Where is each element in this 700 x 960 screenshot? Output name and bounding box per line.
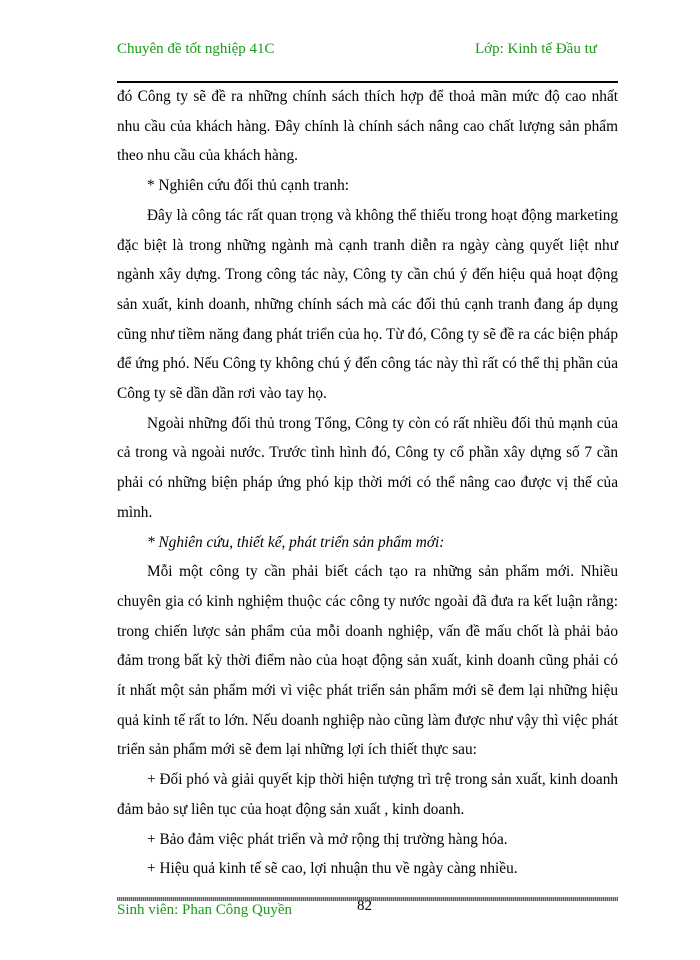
benefit-item-1: + Đối phó và giải quyết kịp thời hiện tượng trì trệ trong sản xuất, kinh doanh đảm bảo sự liên tục của hoạt động sản xuất , kinh doanh. bbox=[117, 771, 618, 818]
header-course-title: Chuyên đề tốt nghiệp 41C bbox=[117, 41, 275, 57]
paragraph-domestic-foreign: Ngoài những đối thủ trong Tổng, Công ty còn có rất nhiều đối thủ mạnh của cả trong và ngoài nước. Trước tình hình đó, Công ty cổ phần xây dựng số 7 cần phải có những biện pháp ứng phó kịp thời mới có thể nâng cao được vị thế của mình. bbox=[117, 414, 618, 521]
page-header bbox=[117, 40, 617, 80]
benefit-item-3: + Hiệu quả kinh tế sẽ cao, lợi nhuận thu về ngày càng nhiều. bbox=[147, 860, 518, 878]
document-body bbox=[117, 82, 618, 884]
header-class-name: Lớp: Kinh tế Đầu tư bbox=[475, 41, 597, 57]
benefit-item-2: + Bảo đảm việc phát triển và mở rộng thị trường hàng hóa. bbox=[147, 830, 508, 848]
page-number: 82 bbox=[357, 898, 372, 914]
paragraph-competitors: Đây là công tác rất quan trọng và không thể thiếu trong hoạt động marketing đặc biệt là trong những ngành mà cạnh tranh diễn ra ngày càng quyết liệt như ngành xây dựng. Trong công tác này, Công ty cần chú ý đến hiệu quả hoạt động sản xuất, kinh doanh, những chính sách mà các đối thủ cạnh tranh đang áp dụng cũng như tiềm năng đang phát triển của họ. Từ đó, Công ty sẽ đề ra các biện pháp để ứng phó. Nếu Công ty không chú ý đến công tác này thì rất có thể thị phần của Công ty sẽ dần dần rơi vào tay họ. bbox=[117, 206, 618, 403]
section-heading-competitors: * Nghiên cứu đối thủ cạnh tranh: bbox=[147, 177, 350, 195]
paragraph-new-products: Mỗi một công ty cần phải biết cách tạo ra những sản phẩm mới. Nhiều chuyên gia có kinh nghiệm thuộc các công ty nước ngoài đã đưa ra kết luận rằng: trong chiến lược sản phẩm của mỗi doanh nghiệp, vấn đề mấu chốt là phải bảo đảm trong bất kỳ thời điểm nào của hoạt động sản xuất, kinh doanh cũng phải có ít nhất một sản phẩm mới vì việc phát triển sản phẩm mới sẽ đem lại những hiệu quả kinh tế rất to lớn. Nếu doanh nghiệp nào cũng làm được như vậy thì việc phát triển sản phẩm mới sẽ đem lại những lợi ích thiết thực sau: bbox=[117, 563, 618, 759]
paragraph-continuation: đó Công ty sẽ đề ra những chính sách thích hợp để thoả mãn mức độ cao nhất nhu cầu của khách hàng. Đây chính là chính sách nâng cao chất lượng sản phẩm theo nhu cầu của khách hàng. bbox=[117, 88, 618, 165]
section-heading-new-products: * Nghiên cứu, thiết kế, phát triển sản phẩm mới: bbox=[147, 533, 445, 551]
footer-student-name: Sinh viên: Phan Công Quyền bbox=[117, 902, 292, 918]
